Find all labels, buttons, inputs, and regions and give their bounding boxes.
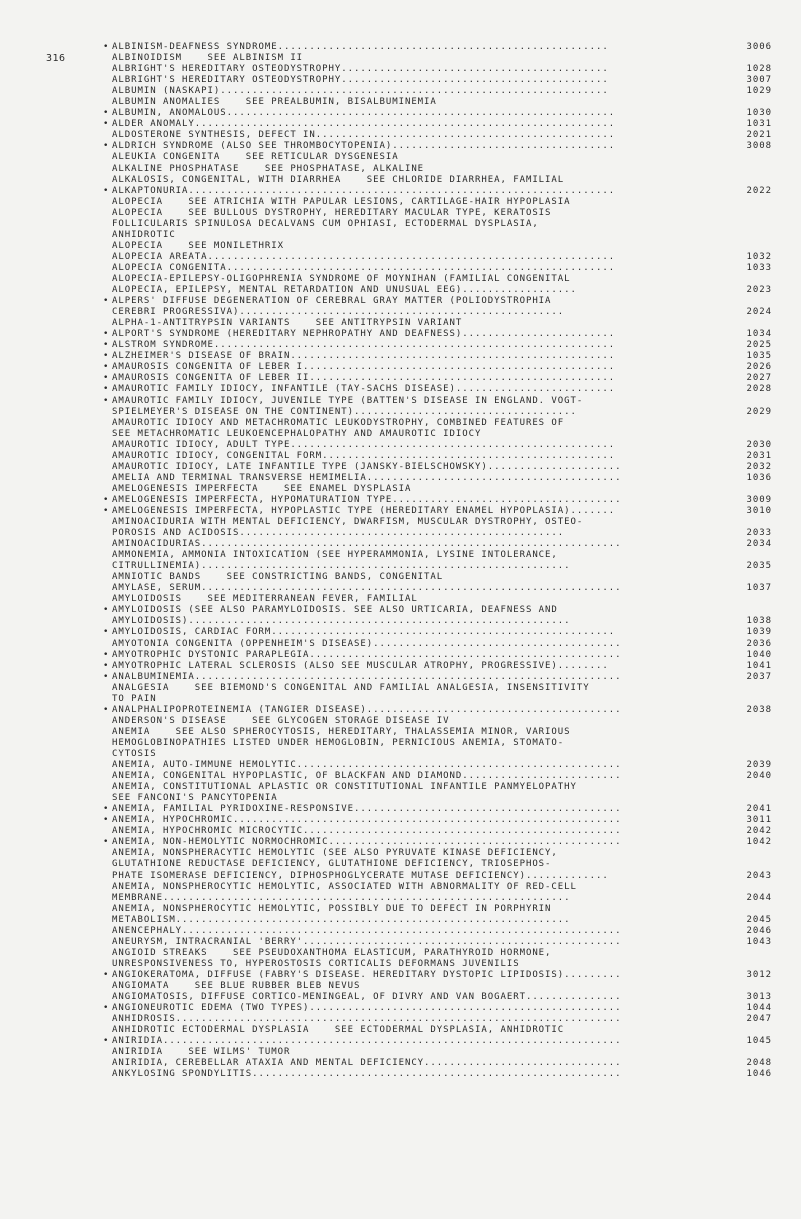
index-entry <box>112 782 772 804</box>
entry-text: ALZHEIMER'S DISEASE OF BRAIN................................................... <box>112 351 616 362</box>
entry-text: ALKALOSIS, CONGENITAL, WITH DIARRHEA SEE CHLORIDE DIARRHEA, FAMILIAL <box>112 174 565 185</box>
entry-text: AMELOGENESIS IMPERFECTA, HYPOMATURATION TYPE.................................... <box>112 494 622 505</box>
entry-text: AMAUROTIC IDIOCY, LATE INFANTILE TYPE (JANSKY-BIELSCHOWSKY)..................... <box>112 461 622 472</box>
entry-text: ALOPECIA AREATA................................................................ <box>112 251 616 262</box>
entry-page-number: 2040 <box>746 771 772 782</box>
entry-page-number: 1041 <box>746 660 772 671</box>
index-entry <box>112 484 772 495</box>
entry-page-number: 2044 <box>746 892 772 903</box>
entry-page-number: 1042 <box>746 837 772 848</box>
entry-text: ANEMIA, HYPOCHROMIC MICROCYTIC.................................................. <box>112 826 622 837</box>
index-entry <box>112 208 772 241</box>
index-entry <box>112 771 772 782</box>
entry-page-number: 2021 <box>746 130 772 141</box>
entry-text: ALOPECIA-EPILEPSY-OLIGOPHRENIA SYNDROME OF MOYNIHAN (FAMILIAL CONGENITAL ALOPECIA, EPILEPSY, MENTAL RETARDATION AND UNUSUAL EEG).................. <box>112 273 577 296</box>
entry-page-number: 1030 <box>746 108 772 119</box>
index-entry <box>103 351 772 362</box>
entry-text: ANHIDROTIC ECTODERMAL DYSPLASIA SEE ECTODERMAL DYSPLASIA, ANHIDROTIC <box>112 1025 565 1036</box>
asterisk-marker-icon: • <box>103 351 110 362</box>
asterisk-marker-icon: • <box>103 340 110 351</box>
index-entry <box>103 329 772 340</box>
entry-text: AMAUROTIC FAMILY IDIOCY, JUVENILE TYPE (BATTEN'S DISEASE IN ENGLAND. VOGT- SPIELMEYER'S DISEASE ON THE CONTINENT)................................... <box>112 395 584 417</box>
entry-text: AMELOGENESIS IMPERFECTA SEE ENAMEL DYSPLASIA <box>112 483 412 494</box>
entry-text: AMAUROTIC IDIOCY AND METACHROMATIC LEUKODYSTROPHY, COMBINED FEATURES OF SEE METACHROMATIC LEUKOENCEPHALOPATHY AND AMAUROTIC IDIOCY <box>112 417 565 439</box>
index-entry <box>112 926 772 937</box>
index-entry <box>112 252 772 263</box>
entry-text: ALOPECIA SEE ATRICHIA WITH PAPULAR LESIONS, CARTILAGE-HAIR HYPOPLASIA <box>112 196 571 207</box>
entry-page-number: 2026 <box>746 362 772 373</box>
asterisk-marker-icon: • <box>103 362 110 373</box>
entry-text: ALBRIGHT'S HEREDITARY OSTEODYSTROPHY.......................................... <box>112 64 609 75</box>
index-entry <box>103 296 772 318</box>
index-entry <box>112 75 772 86</box>
index-entry <box>103 660 772 672</box>
index-entry <box>112 197 772 208</box>
asterisk-marker-icon: • <box>103 605 110 616</box>
index-entry <box>112 1025 772 1036</box>
entry-text: ANEMIA, NON-HEMOLYTIC NORMOCHROMIC.............................................. <box>112 837 622 848</box>
entry-text: AMYLOIDOSIS (SEE ALSO PARAMYLOIDOSIS. SEE ALSO URTICARIA, DEAFNESS AND AMYLOIDOSIS)............................................................ <box>112 605 571 627</box>
entry-text: ANEMIA, FAMILIAL PYRIDOXINE-RESPONSIVE.......................................... <box>112 804 622 815</box>
index-entry <box>103 704 772 716</box>
index-entry <box>112 86 772 97</box>
index-entry <box>103 42 772 53</box>
entry-page-number: 1033 <box>746 262 772 273</box>
entry-page-number: 3013 <box>746 992 772 1003</box>
index-entry <box>112 981 772 992</box>
entry-page-number: 2027 <box>746 373 772 384</box>
index-entry <box>112 175 772 186</box>
index-entry <box>112 53 772 64</box>
index-entry <box>112 727 772 760</box>
asterisk-marker-icon: • <box>103 373 110 384</box>
index-entry <box>112 539 772 550</box>
index-entry <box>112 948 772 970</box>
entry-page-number: 3012 <box>746 969 772 980</box>
index-entry <box>112 440 772 451</box>
asterisk-marker-icon: • <box>103 384 110 395</box>
index-entry <box>103 627 772 638</box>
entry-text: ANIRIDIA........................................................................ <box>112 1036 622 1047</box>
entry-page-number: 1040 <box>746 649 772 660</box>
asterisk-marker-icon: • <box>103 649 110 660</box>
asterisk-marker-icon: • <box>103 837 110 848</box>
entry-text: ANEURYSM, INTRACRANIAL 'BERRY'.................................................. <box>112 936 622 947</box>
entry-page-number: 1044 <box>746 1003 772 1014</box>
index-entry <box>112 130 772 141</box>
entry-text: ANALPHALIPOPROTEINEMIA (TANGIER DISEASE)........................................ <box>112 704 622 715</box>
index-entry <box>112 992 772 1003</box>
asterisk-marker-icon: • <box>103 329 110 340</box>
entry-page-number: 2037 <box>746 671 772 682</box>
asterisk-marker-icon: • <box>103 108 110 119</box>
entry-text: ALPERS' DIFFUSE DEGENERATION OF CEREBRAL GRAY MATTER (POLIODYSTROPHIA CEREBRI PROGRESSIVA)................................................... <box>112 296 565 318</box>
index-entry <box>112 882 772 904</box>
entry-text: AMYLOIDOSIS SEE MEDITERRANEAN FEVER, FAMILIAL <box>112 594 418 605</box>
entry-text: ALBUMIN (NASKAPI)............................................................. <box>112 86 609 97</box>
index-entry-list <box>103 42 772 1080</box>
index-entry <box>112 451 772 462</box>
index-entry <box>103 108 772 119</box>
entry-page-number: 2030 <box>746 439 772 450</box>
entry-text: AMAUROSIS CONGENITA OF LEBER I................................................. <box>112 362 616 373</box>
asterisk-marker-icon: • <box>103 1003 110 1014</box>
entry-page-number: 2035 <box>746 561 772 572</box>
entry-page-number: 1036 <box>746 472 772 483</box>
asterisk-marker-icon: • <box>103 671 110 682</box>
entry-page-number: 2038 <box>746 704 772 715</box>
entry-text: AMYLOIDOSIS, CARDIAC FORM...................................................... <box>112 627 616 638</box>
index-entry <box>112 462 772 473</box>
entry-page-number: 2047 <box>746 1014 772 1025</box>
page-number: 316 <box>46 53 66 64</box>
entry-page-number: 3006 <box>746 42 772 52</box>
entry-text: ANEMIA, HYPOCHROMIC............................................................. <box>112 815 622 826</box>
index-entry <box>112 683 772 705</box>
entry-page-number: 2033 <box>746 528 772 539</box>
entry-text: ANDERSON'S DISEASE SEE GLYCOGEN STORAGE DISEASE IV <box>112 715 450 726</box>
entry-text: ALBINISM-DEAFNESS SYNDROME.................................................... <box>112 42 609 52</box>
index-entry <box>112 1047 772 1058</box>
entry-page-number: 1046 <box>746 1069 772 1080</box>
asterisk-marker-icon: • <box>103 704 110 715</box>
index-entry <box>103 119 772 130</box>
entry-page-number: 3007 <box>746 75 772 86</box>
entry-page-number: 1045 <box>746 1036 772 1047</box>
asterisk-marker-icon: • <box>103 627 110 638</box>
index-entry <box>103 969 772 981</box>
entry-page-number: 2045 <box>746 914 772 925</box>
entry-text: ANALGESIA SEE BIEMOND'S CONGENITAL AND FAMILIAL ANALGESIA, INSENSITIVITY TO PAIN <box>112 682 590 704</box>
entry-text: AMMONEMIA, AMMONIA INTOXICATION (SEE HYPERAMMONIA, LYSINE INTOLERANCE, CITRULLINEMIA).......................................................... <box>112 550 571 572</box>
index-entry <box>112 904 772 926</box>
entry-text: AMELOGENESIS IMPERFECTA, HYPOPLASTIC TYPE (HEREDITARY ENAMEL HYPOPLASIA)....... <box>112 505 616 516</box>
entry-page-number: 2023 <box>746 285 772 296</box>
entry-text: ANALBUMINEMIA................................................................... <box>112 671 622 682</box>
index-entry <box>103 837 772 848</box>
index-entry <box>103 384 772 395</box>
entry-text: ALEUKIA CONGENITA SEE RETICULAR DYSGENESIA <box>112 152 399 163</box>
index-entry <box>103 494 772 506</box>
entry-text: ANEMIA, CONGENITAL HYPOPLASTIC, OF BLACKFAN AND DIAMOND......................... <box>112 771 622 782</box>
index-entry <box>112 1069 772 1080</box>
entry-page-number: 2022 <box>746 185 772 196</box>
entry-text: ANGIOKERATOMA, DIFFUSE (FABRY'S DISEASE. HEREDITARY DYSTOPIC LIPIDOSIS)......... <box>112 969 622 980</box>
entry-text: ANEMIA, NONSPHEROCYTIC HEMOLYTIC, ASSOCIATED WITH ABNORMALITY OF RED-CELL MEMBRANE................................................................ <box>112 881 577 903</box>
index-entry <box>112 263 772 274</box>
index-entry <box>112 274 772 296</box>
entry-text: AMINOACIDURIA WITH MENTAL DEFICIENCY, DWARFISM, MUSCULAR DYSTROPHY, OSTEO- POROSIS AND ACIDOSIS................................................... <box>112 517 584 539</box>
entry-text: ANHIDROSIS...................................................................... <box>112 1014 622 1025</box>
index-entry <box>112 241 772 252</box>
entry-text: AMYLASE, SERUM.................................................................. <box>112 583 622 594</box>
entry-text: AMAUROTIC FAMILY IDIOCY, INFANTILE (TAY-SACHS DISEASE)......................... <box>112 384 616 395</box>
asterisk-marker-icon: • <box>103 660 110 671</box>
asterisk-marker-icon: • <box>103 804 110 815</box>
index-entry <box>103 185 772 197</box>
index-entry <box>112 152 772 163</box>
entry-page-number: 2028 <box>746 384 772 395</box>
entry-page-number: 2032 <box>746 461 772 472</box>
index-entry <box>103 373 772 384</box>
entry-text: ANGIOID STREAKS SEE PSEUDOXANTHOMA ELASTICUM, PARATHYROID HORMONE, UNRESPONSIVENESS TO, HYPEROSTOSIS CORTICALIS DEFORMANS JUVENILIS <box>112 947 552 969</box>
entry-text: AMAUROSIS CONGENITA OF LEBER II................................................ <box>112 373 616 384</box>
entry-text: ALKAPTONURIA................................................................... <box>112 185 616 196</box>
entry-page-number: 1031 <box>746 119 772 130</box>
index-entry <box>112 97 772 108</box>
index-entry <box>112 1014 772 1025</box>
entry-text: ALBINOIDISM SEE ALBINISM II <box>112 53 304 64</box>
index-entry <box>103 605 772 627</box>
index-entry <box>112 760 772 771</box>
entry-text: ANEMIA SEE ALSO SPHEROCYTOSIS, HEREDITARY, THALASSEMIA MINOR, VARIOUS HEMOGLOBINOPATHIES LISTED UNDER HEMOGLOBIN, PERNICIOUS ANEMIA, STOMATO- CYTOSIS <box>112 726 571 759</box>
entry-page-number: 3009 <box>746 494 772 505</box>
entry-page-number: 1032 <box>746 251 772 262</box>
index-entry <box>112 517 772 539</box>
entry-page-number: 2042 <box>746 826 772 837</box>
entry-page-number: 1043 <box>746 936 772 947</box>
entry-page-number: 1028 <box>746 64 772 75</box>
index-entry <box>112 418 772 440</box>
entry-text: ANGIOMATA SEE BLUE RUBBER BLEB NEVUS <box>112 980 361 991</box>
entry-text: ANIRIDIA, CEREBELLAR ATAXIA AND MENTAL DEFICIENCY............................... <box>112 1058 622 1069</box>
index-entry <box>103 671 772 683</box>
entry-text: ALDRICH SYNDROME (ALSO SEE THROMBOCYTOPENIA)................................... <box>112 141 616 152</box>
index-entry <box>112 550 772 572</box>
asterisk-marker-icon: • <box>103 494 110 505</box>
asterisk-marker-icon: • <box>103 815 110 826</box>
index-entry <box>112 572 772 583</box>
entry-page-number: 1038 <box>746 616 772 627</box>
index-entry <box>103 1003 772 1014</box>
entry-page-number: 2048 <box>746 1058 772 1069</box>
entry-page-number: 2025 <box>746 340 772 351</box>
index-entry <box>103 395 772 418</box>
entry-page-number: 2031 <box>746 450 772 461</box>
asterisk-marker-icon: • <box>103 185 110 196</box>
entry-page-number: 1029 <box>746 86 772 97</box>
asterisk-marker-icon: • <box>103 395 110 406</box>
index-entry <box>112 64 772 75</box>
entry-page-number: 1037 <box>746 583 772 594</box>
entry-text: AMAUROTIC IDIOCY, ADULT TYPE................................................... <box>112 439 616 450</box>
index-entry <box>103 141 772 152</box>
entry-page-number: 2029 <box>746 406 772 417</box>
entry-text: ALBRIGHT'S HEREDITARY OSTEODYSTROPHY.......................................... <box>112 75 609 86</box>
asterisk-marker-icon: • <box>103 969 110 980</box>
entry-page-number: 2039 <box>746 760 772 771</box>
index-entry <box>112 937 772 948</box>
entry-page-number: 2036 <box>746 638 772 649</box>
asterisk-marker-icon: • <box>103 296 110 307</box>
entry-text: ALOPECIA SEE MONILETHRIX <box>112 240 284 251</box>
index-entry <box>103 505 772 517</box>
index-entry <box>103 815 772 826</box>
asterisk-marker-icon: • <box>103 42 110 52</box>
entry-text: ALOPECIA CONGENITA............................................................. <box>112 262 616 273</box>
entry-text: AMYOTROPHIC DYSTONIC PARAPLEGIA................................................. <box>112 649 622 660</box>
index-entry <box>103 362 772 373</box>
entry-text: ANEMIA, CONSTITUTIONAL APLASTIC OR CONSTITUTIONAL INFANTILE PANMYELOPATHY SEE FANCONI'S PANCYTOPENIA <box>112 782 577 804</box>
entry-text: ANGIOMATOSIS, DIFFUSE CORTICO-MENINGEAL, OF DIVRY AND VAN BOGAERT............... <box>112 992 622 1003</box>
index-entry <box>112 639 772 650</box>
entry-page-number: 1035 <box>746 351 772 362</box>
entry-text: AMELIA AND TERMINAL TRANSVERSE HEMIMELIA........................................ <box>112 472 622 483</box>
entry-text: AMYOTROPHIC LATERAL SCLEROSIS (ALSO SEE MUSCULAR ATROPHY, PROGRESSIVE)........ <box>112 660 609 671</box>
entry-page-number: 2034 <box>746 539 772 550</box>
entry-text: ANEMIA, NONSPHERACYTIC HEMOLYTIC (SEE ALSO PYRUVATE KINASE DEFICIENCY, GLUTATHIONE REDUCTASE DEFICIENCY, GLUTATHIONE DEFICIENCY, TRIOSEPHOS- PHATE ISOMERASE DEFICIENCY, DIPHOSPHOGLYCERATE MUTASE DEFICIENCY)............. <box>112 848 609 881</box>
entry-text: ANIRIDIA SEE WILMS' TUMOR <box>112 1047 291 1058</box>
entry-text: AMYOTONIA CONGENITA (OPPENHEIM'S DISEASE)....................................... <box>112 638 622 649</box>
entry-text: ANGIONEUROTIC EDEMA (TWO TYPES)................................................. <box>112 1003 622 1014</box>
index-entry <box>112 473 772 484</box>
asterisk-marker-icon: • <box>103 119 110 130</box>
index-entry <box>112 826 772 837</box>
index-entry <box>103 649 772 661</box>
index-entry <box>112 716 772 727</box>
index-entry <box>103 1036 772 1047</box>
entry-page-number: 3011 <box>746 815 772 826</box>
index-entry <box>103 340 772 351</box>
entry-page-number: 2041 <box>746 804 772 815</box>
entry-page-number: 1034 <box>746 329 772 340</box>
asterisk-marker-icon: • <box>103 1036 110 1047</box>
entry-page-number: 2024 <box>746 307 772 318</box>
index-entry <box>112 594 772 605</box>
index-entry <box>112 318 772 329</box>
entry-text: AMAUROTIC IDIOCY, CONGENITAL FORM.............................................. <box>112 450 616 461</box>
entry-text: ALBUMIN, ANOMALOUS............................................................. <box>112 108 616 119</box>
entry-text: AMNIOTIC BANDS SEE CONSTRICTING BANDS, CONGENITAL <box>112 572 444 583</box>
index-entry <box>112 848 772 881</box>
index-entry <box>103 804 772 815</box>
entry-text: ALPORT'S SYNDROME (HEREDITARY NEPHROPATHY AND DEAFNESS)........................ <box>112 329 616 340</box>
entry-page-number: 2043 <box>746 870 772 881</box>
entry-text: ANKYLOSING SPONDYLITIS.......................................................... <box>112 1069 622 1080</box>
index-entry <box>112 1058 772 1069</box>
entry-page-number: 3010 <box>746 505 772 516</box>
asterisk-marker-icon: • <box>103 505 110 516</box>
entry-page-number: 1039 <box>746 627 772 638</box>
entry-text: ALDER ANOMALY.................................................................. <box>112 119 616 130</box>
index-entry <box>112 164 772 175</box>
entry-text: ALDOSTERONE SYNTHESIS, DEFECT IN............................................... <box>112 130 616 141</box>
entry-page-number: 2046 <box>746 925 772 936</box>
entry-text: AMINOACIDURIAS.................................................................. <box>112 539 622 550</box>
entry-text: ANENCEPHALY..................................................................... <box>112 925 622 936</box>
index-entry <box>112 583 772 594</box>
entry-text: ALBUMIN ANOMALIES SEE PREALBUMIN, BISALBUMINEMIA <box>112 97 437 108</box>
entry-text: ALOPECIA SEE BULLOUS DYSTROPHY, HEREDITARY MACULAR TYPE, KERATOSIS FOLLICULARIS SPINULOSA DECALVANS CUM OPHIASI, ECTODERMAL DYSPLASIA, ANHIDROTIC <box>112 207 552 240</box>
entry-text: ALPHA-1-ANTITRYPSIN VARIANTS SEE ANTITRYPSIN VARIANT <box>112 318 463 329</box>
entry-text: ALKALINE PHOSPHATASE SEE PHOSPHATASE, ALKALINE <box>112 163 425 174</box>
entry-text: ALSTROM SYNDROME............................................................... <box>112 340 616 351</box>
entry-page-number: 3008 <box>746 141 772 152</box>
entry-text: ANEMIA, AUTO-IMMUNE HEMOLYTIC................................................... <box>112 760 622 771</box>
entry-text: ANEMIA, NONSPHEROCYTIC HEMOLYTIC, POSSIBLY DUE TO DEFECT IN PORPHYRIN METABOLISM.............................................................. <box>112 903 571 925</box>
asterisk-marker-icon: • <box>103 141 110 152</box>
